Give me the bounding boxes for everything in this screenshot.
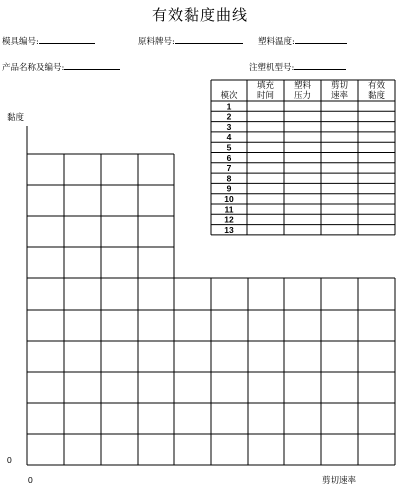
table-header-cell: 有效	[367, 80, 386, 90]
table-row-number: 6	[226, 152, 232, 163]
mold-no-label: 模具编号:	[2, 37, 39, 47]
origin-y-label: 0	[7, 455, 12, 465]
table-header-cell: 黏度	[367, 90, 386, 100]
table-header-cell: 速率	[330, 90, 349, 100]
table-header-cell: 剪切	[330, 80, 349, 90]
table-row-number: 10	[224, 194, 234, 204]
table-header-cell: 时间	[256, 90, 275, 100]
table-header-cell: 模次	[220, 90, 238, 100]
machine-model-label: 注塑机型号:	[249, 63, 295, 73]
page-title: 有效黏度曲线	[151, 6, 248, 24]
product-name-label: 产品名称及编号:	[2, 63, 65, 73]
x-axis-label: 剪切速率	[322, 476, 357, 486]
table-row-number: 7	[226, 163, 232, 174]
origin-x-label: 0	[28, 475, 33, 485]
y-axis-label: 黏度	[7, 113, 25, 123]
table-header-cell: 塑料	[293, 80, 312, 90]
table-row-number: 9	[226, 183, 232, 194]
table-row-number: 12	[224, 214, 234, 225]
material-grade-label: 原料牌号:	[138, 37, 175, 47]
table-row-number: 4	[226, 132, 232, 143]
table-row-number: 3	[226, 121, 232, 132]
plastic-temp-label: 塑料温度:	[258, 37, 295, 47]
table-row-number: 1	[226, 101, 232, 112]
table-row-number: 13	[224, 224, 234, 235]
table-header-cell: 压力	[293, 90, 312, 100]
table-row-number: 11	[224, 204, 234, 215]
table-row-number: 5	[226, 142, 232, 153]
table-row-number: 2	[226, 111, 232, 122]
table-row-number: 8	[226, 173, 232, 184]
table-header-cell: 填充	[256, 80, 275, 90]
